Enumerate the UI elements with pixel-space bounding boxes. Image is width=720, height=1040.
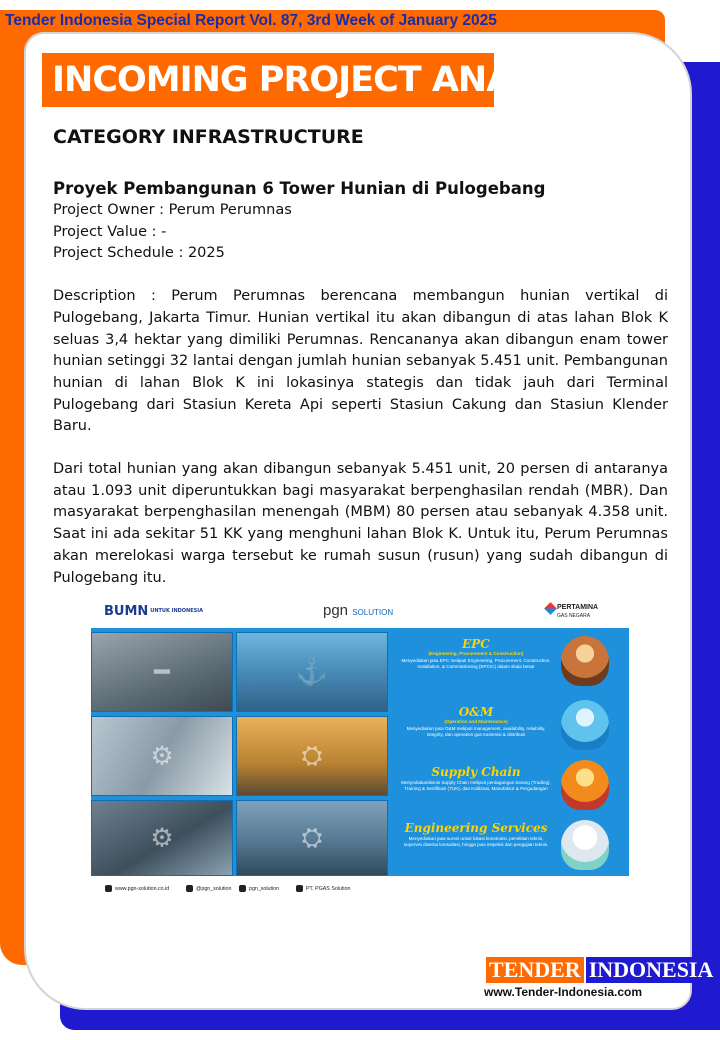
service-supply-chain: Supply Chain Menyediakanbisnis Supply Chain meliputi perdagangan barang (Trading), Training & Sertifikasi (TUK), dan Kalibrasi, Manufaktur & Pergudangan: [401, 765, 551, 791]
service-om: O&M (Operation and Maintenance) Menyediakan jasa O&M meliputi management, availability, reliability, integrity, dan operation gas transmisi & distribusi: [406, 705, 546, 737]
pertamina-logo: PERTAMINA GAS NEGARA: [557, 604, 599, 619]
photo-offshore-platform: ⚓: [236, 632, 388, 712]
logo-indonesia: INDONESIA: [586, 957, 717, 983]
bumn-logo: BUMN UNTUK INDONESIA: [104, 604, 203, 619]
report-title: Tender Indonesia Special Report Vol. 87, 3rd Week of January 2025: [5, 12, 497, 29]
photo-control-room: ⚙: [91, 800, 233, 876]
photo-plant-aerial: ⛭: [236, 800, 388, 876]
mascot-supply-chain-icon: [561, 760, 609, 810]
pgn-solution-label: SOLUTION: [352, 608, 394, 617]
footer-website: www.pgn-solution.co.id: [105, 885, 169, 892]
photo-pipeline: ━: [91, 632, 233, 712]
article-content: [53, 126, 668, 589]
description-paragraph: Description : Perum Perumnas berencana membangun hunian vertikal di Pulogebang, Jakarta Timur. Hunian vertikal itu akan dibangun di atas lahan Blok K seluas 3,4 hektar yang dimiliki Perumnas. Rencananya akan dibangun enam tower hunian setinggi 32 lantai dengan jumlah hunian sebanyak 5.451 unit. Pembangunan hunian di lahan Blok K ini lokasinya stategis dan tidak jauh dari Terminal Pulogebang dari Stasiun Kereta Api seperti Stasiun Cakung dan Stasiun Klender Baru.: [53, 288, 668, 435]
infographic-footer: [91, 876, 629, 901]
footer-youtube: PT. PGAS Solution: [296, 885, 350, 892]
section-banner: INCOMING PROJECT ANALYTIC: [42, 53, 494, 107]
project-owner: Project Owner : Perum Perumnas: [53, 202, 292, 218]
category-heading: CATEGORY INFRASTRUCTURE: [53, 126, 364, 148]
instagram-icon: [186, 885, 193, 892]
service-engineering: Engineering Services Menyediakan jasa survei untuk lokasi konstruksi, penelitian teknis, supervisi disertai konsultasi, hingga jasa inspeksi dan pengujian teknis.: [403, 821, 549, 847]
brand-url: www.Tender-Indonesia.com: [484, 985, 643, 999]
pertamina-mark-icon: [544, 602, 557, 615]
project-value: Project Value : -: [53, 223, 167, 240]
infographic-body: [91, 628, 629, 876]
pgn-wordmark: pgn: [323, 602, 349, 619]
tender-indonesia-logo: [482, 951, 714, 1001]
service-epc: EPC (Engineering, Procurement & Construction) Menyediakan jasa EPC meliputi Engineering, Procurement, Construction, Installation, & Commissioning (EPCIC) dalam skala besar: [401, 637, 551, 669]
mascot-epc-icon: [561, 636, 609, 686]
mascot-engineering-icon: [561, 820, 609, 870]
infographic-header: [91, 596, 629, 628]
project-title: Proyek Pembangunan 6 Tower Hunian di Pulogebang: [53, 179, 546, 198]
photo-worker: ⚙: [91, 716, 233, 796]
mascot-om-icon: [561, 700, 609, 750]
pgn-logo: [323, 602, 393, 619]
footer-tiktok: pgn_solution: [239, 885, 279, 892]
allocation-paragraph: Dari total hunian yang akan dibangun sebanyak 5.451 unit, 20 persen di antaranya atau 1.093 unit diperuntukkan bagi masyarakat berpenghasilan rendah (MBR). Dan masyarakat berpenghasilan menengah (MBM) 80 persen atau sebanyak 4.358 unit. Saat ini ada sekitar 51 KK yang menghuni lahan Blok K. Untuk itu, Perum Perumnas akan merelokasi warga tersebut ke rumah susun (rusun) yang sudah dibangun di Pulogebang itu.: [53, 461, 668, 586]
logo-tender: TENDER: [486, 957, 584, 983]
tiktok-icon: [239, 885, 246, 892]
youtube-icon: [296, 885, 303, 892]
pgn-solution-infographic: [91, 596, 629, 901]
footer-instagram: @pgn_solution: [186, 885, 231, 892]
project-schedule: Project Schedule : 2025: [53, 245, 225, 262]
photo-facility-aerial: ⛭: [236, 716, 388, 796]
globe-icon: [105, 885, 112, 892]
logo-wordmark: [486, 957, 716, 983]
